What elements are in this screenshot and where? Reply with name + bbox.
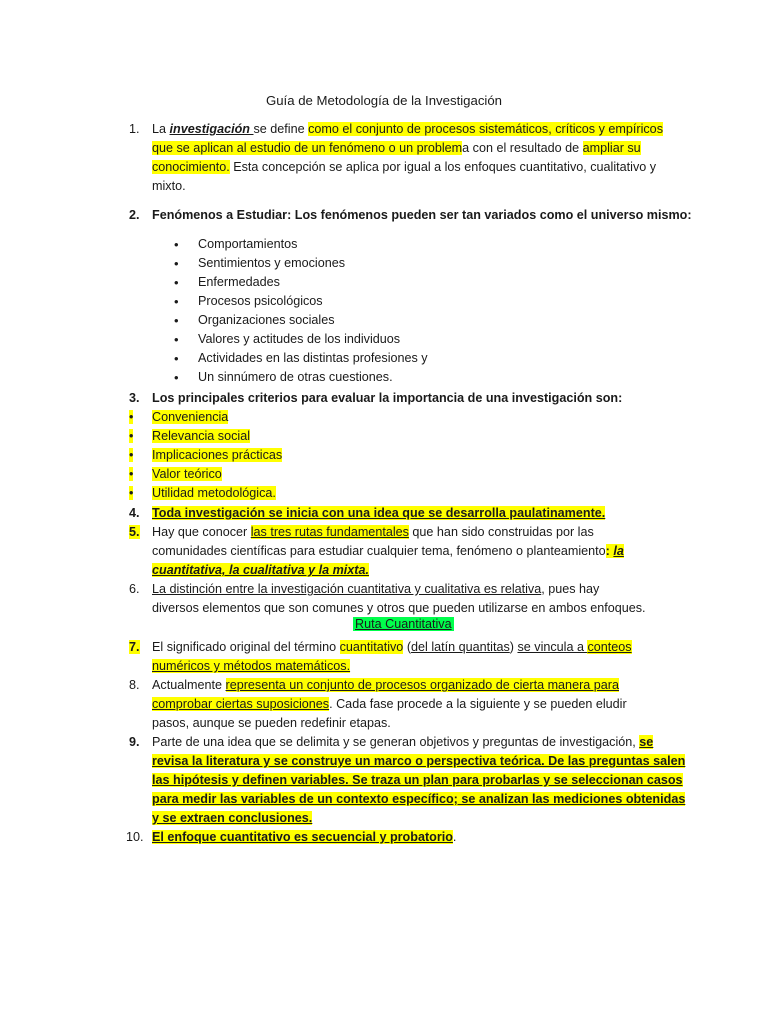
highlighted-text: las hipótesis y definen variables. Se traza un plan para probarlas y se seleccionan casos xyxy=(152,773,683,787)
list-item: Procesos psicológicos xyxy=(198,294,323,308)
text-run: Parte de una idea que se delimita y se generan objetivos y preguntas de investigación, xyxy=(152,735,640,749)
list-item: Valores y actitudes de los individuos xyxy=(198,332,401,346)
item-7-line-1 xyxy=(152,640,632,654)
item-8-line-1 xyxy=(152,678,619,692)
item-5-line-2 xyxy=(152,544,624,558)
item-1-line-3 xyxy=(152,160,656,174)
item-4-text xyxy=(152,506,605,520)
highlighted-text: comprobar ciertas suposiciones xyxy=(152,697,330,711)
highlighted-text: Utilidad metodológica. xyxy=(152,486,276,500)
bullet-marker: • xyxy=(129,429,134,443)
item-5-line-3 xyxy=(152,563,369,577)
item-number: 3. xyxy=(129,391,140,405)
item-9-line-2 xyxy=(152,754,685,768)
text-run: ( xyxy=(403,640,412,654)
text-run: Hay que conocer xyxy=(152,525,251,539)
list-item xyxy=(152,429,250,443)
item-7-line-2 xyxy=(152,659,350,673)
highlighted-text: Valor teórico xyxy=(152,467,222,481)
item-8-line-2 xyxy=(152,697,627,711)
list-item: Actividades en las distintas profesiones y xyxy=(198,351,428,365)
bullet-marker: • xyxy=(174,351,179,366)
list-item: Enfermedades xyxy=(198,275,280,289)
list-item: Un sinnúmero de otras cuestiones. xyxy=(198,370,393,384)
bullet-marker: • xyxy=(174,237,179,252)
item-9-line-4 xyxy=(152,792,685,806)
bullet-marker: • xyxy=(129,448,134,462)
item-2-text: Fenómenos a Estudiar: Los fenómenos pueden ser tan variados como el universo mismo: xyxy=(152,208,692,222)
highlighted-text: Conveniencia xyxy=(152,410,229,424)
item-number: 10. xyxy=(126,830,144,844)
list-item: Comportamientos xyxy=(198,237,298,251)
text-run: Esta concepción se aplica por igual a los enfoques cuantitativo, cualitativo y xyxy=(229,160,657,174)
bullet-marker: • xyxy=(174,332,179,347)
text-run: que han sido construidas por las xyxy=(408,525,594,539)
highlighted-text: cuantitativo xyxy=(339,640,404,654)
item-number: 4. xyxy=(129,506,140,520)
item-number: 2. xyxy=(129,208,140,222)
highlighted-text: representa un conjunto de procesos organizado de cierta manera para xyxy=(225,678,619,692)
highlighted-text: Toda investigación se inicia con una idea que se desarrolla paulatinamente. xyxy=(152,506,606,520)
text-run: ) xyxy=(509,640,518,654)
highlighted-text: como el conjunto de procesos sistemáticos, críticos y empíricos xyxy=(308,122,663,136)
item-8-line-3: pasos, aunque se pueden redefinir etapas. xyxy=(152,716,391,730)
underlined-text: se vincula a xyxy=(517,640,588,654)
bullet-marker: • xyxy=(129,467,134,481)
item-9-line-3 xyxy=(152,773,683,787)
document-title: Guía de Metodología de la Investigación xyxy=(265,93,503,108)
text-run: comunidades científicas para estudiar cualquier tema, fenómeno o planteamiento xyxy=(152,544,606,558)
item-6-line-1 xyxy=(152,582,599,596)
list-item xyxy=(152,410,228,424)
highlighted-text: revisa la literatura y se construye un marco o perspectiva teórica. De las preguntas salen xyxy=(152,754,686,768)
highlighted-text: ampliar su xyxy=(582,141,641,155)
item-3-text: Los principales criterios para evaluar la importancia de una investigación son: xyxy=(152,391,623,405)
text-run: . Cada fase procede a la siguiente y se pueden eludir xyxy=(329,697,627,711)
text-run: , pues hay xyxy=(541,582,600,596)
bullet-marker: • xyxy=(174,256,179,271)
bullet-marker: • xyxy=(174,275,179,290)
list-item xyxy=(152,467,222,481)
bullet-marker: • xyxy=(129,486,134,500)
item-1-line-4: mixto. xyxy=(152,179,186,193)
highlighted-text: El enfoque cuantitativo es secuencial y probatorio xyxy=(152,830,453,844)
highlighted-text: numéricos y métodos matemáticos. xyxy=(152,659,351,673)
item-9-line-1 xyxy=(152,735,653,749)
highlighted-text: para medir las variables de un contexto específico; se analizan las mediciones obtenidas xyxy=(152,792,686,806)
highlighted-text: la xyxy=(613,544,624,558)
text-run: . xyxy=(452,830,457,844)
list-item xyxy=(152,486,276,500)
bullet-marker: • xyxy=(129,410,134,424)
item-1-line-1 xyxy=(152,122,663,136)
list-item xyxy=(152,448,282,462)
text-run: a con el resultado de xyxy=(462,141,583,155)
item-9-line-5 xyxy=(152,811,312,825)
item-number: 1. xyxy=(129,122,140,136)
underlined-text: La distinción entre la investigación cuantitativa y cualitativa es relativa xyxy=(152,582,542,596)
bullet-marker: • xyxy=(174,370,179,385)
highlighted-text: conteos xyxy=(587,640,632,654)
highlighted-text: Relevancia social xyxy=(152,429,251,443)
text-run: se define xyxy=(253,122,309,136)
item-1-line-2 xyxy=(152,141,641,155)
highlighted-text: conocimiento. xyxy=(152,160,230,174)
item-number: 7. xyxy=(129,640,140,654)
item-number: 8. xyxy=(129,678,140,692)
bullet-marker: • xyxy=(174,313,179,328)
item-5-line-1 xyxy=(152,525,594,539)
text-run: Actualmente xyxy=(152,678,226,692)
highlighted-text: cuantitativa, la cualitativa y la mixta. xyxy=(152,563,369,577)
highlighted-text: : xyxy=(605,544,614,558)
highlighted-text: se xyxy=(639,735,654,749)
item-6-line-2: diversos elementos que son comunes y otros que pueden utilizarse en ambos enfoques. xyxy=(152,601,646,615)
bullet-marker: • xyxy=(174,294,179,309)
item-number: 6. xyxy=(129,582,140,596)
item-number: 5. xyxy=(129,525,140,539)
highlighted-text: que se aplican al estudio de un fenómeno o un problem xyxy=(152,141,463,155)
item-10-line-1 xyxy=(152,830,456,844)
list-item: Sentimientos y emociones xyxy=(198,256,345,270)
list-item: Organizaciones sociales xyxy=(198,313,335,327)
term-investigacion: investigación xyxy=(169,122,254,136)
highlighted-text: y se extraen conclusiones. xyxy=(152,811,313,825)
item-number: 9. xyxy=(129,735,140,749)
highlighted-text: Implicaciones prácticas xyxy=(152,448,283,462)
highlighted-text: las tres rutas fundamentales xyxy=(250,525,409,539)
text-run: La xyxy=(152,122,170,136)
underlined-text: del latín quantitas xyxy=(411,640,510,654)
section-heading: Ruta Cuantitativa xyxy=(355,617,452,631)
text-run: El significado original del término xyxy=(152,640,340,654)
